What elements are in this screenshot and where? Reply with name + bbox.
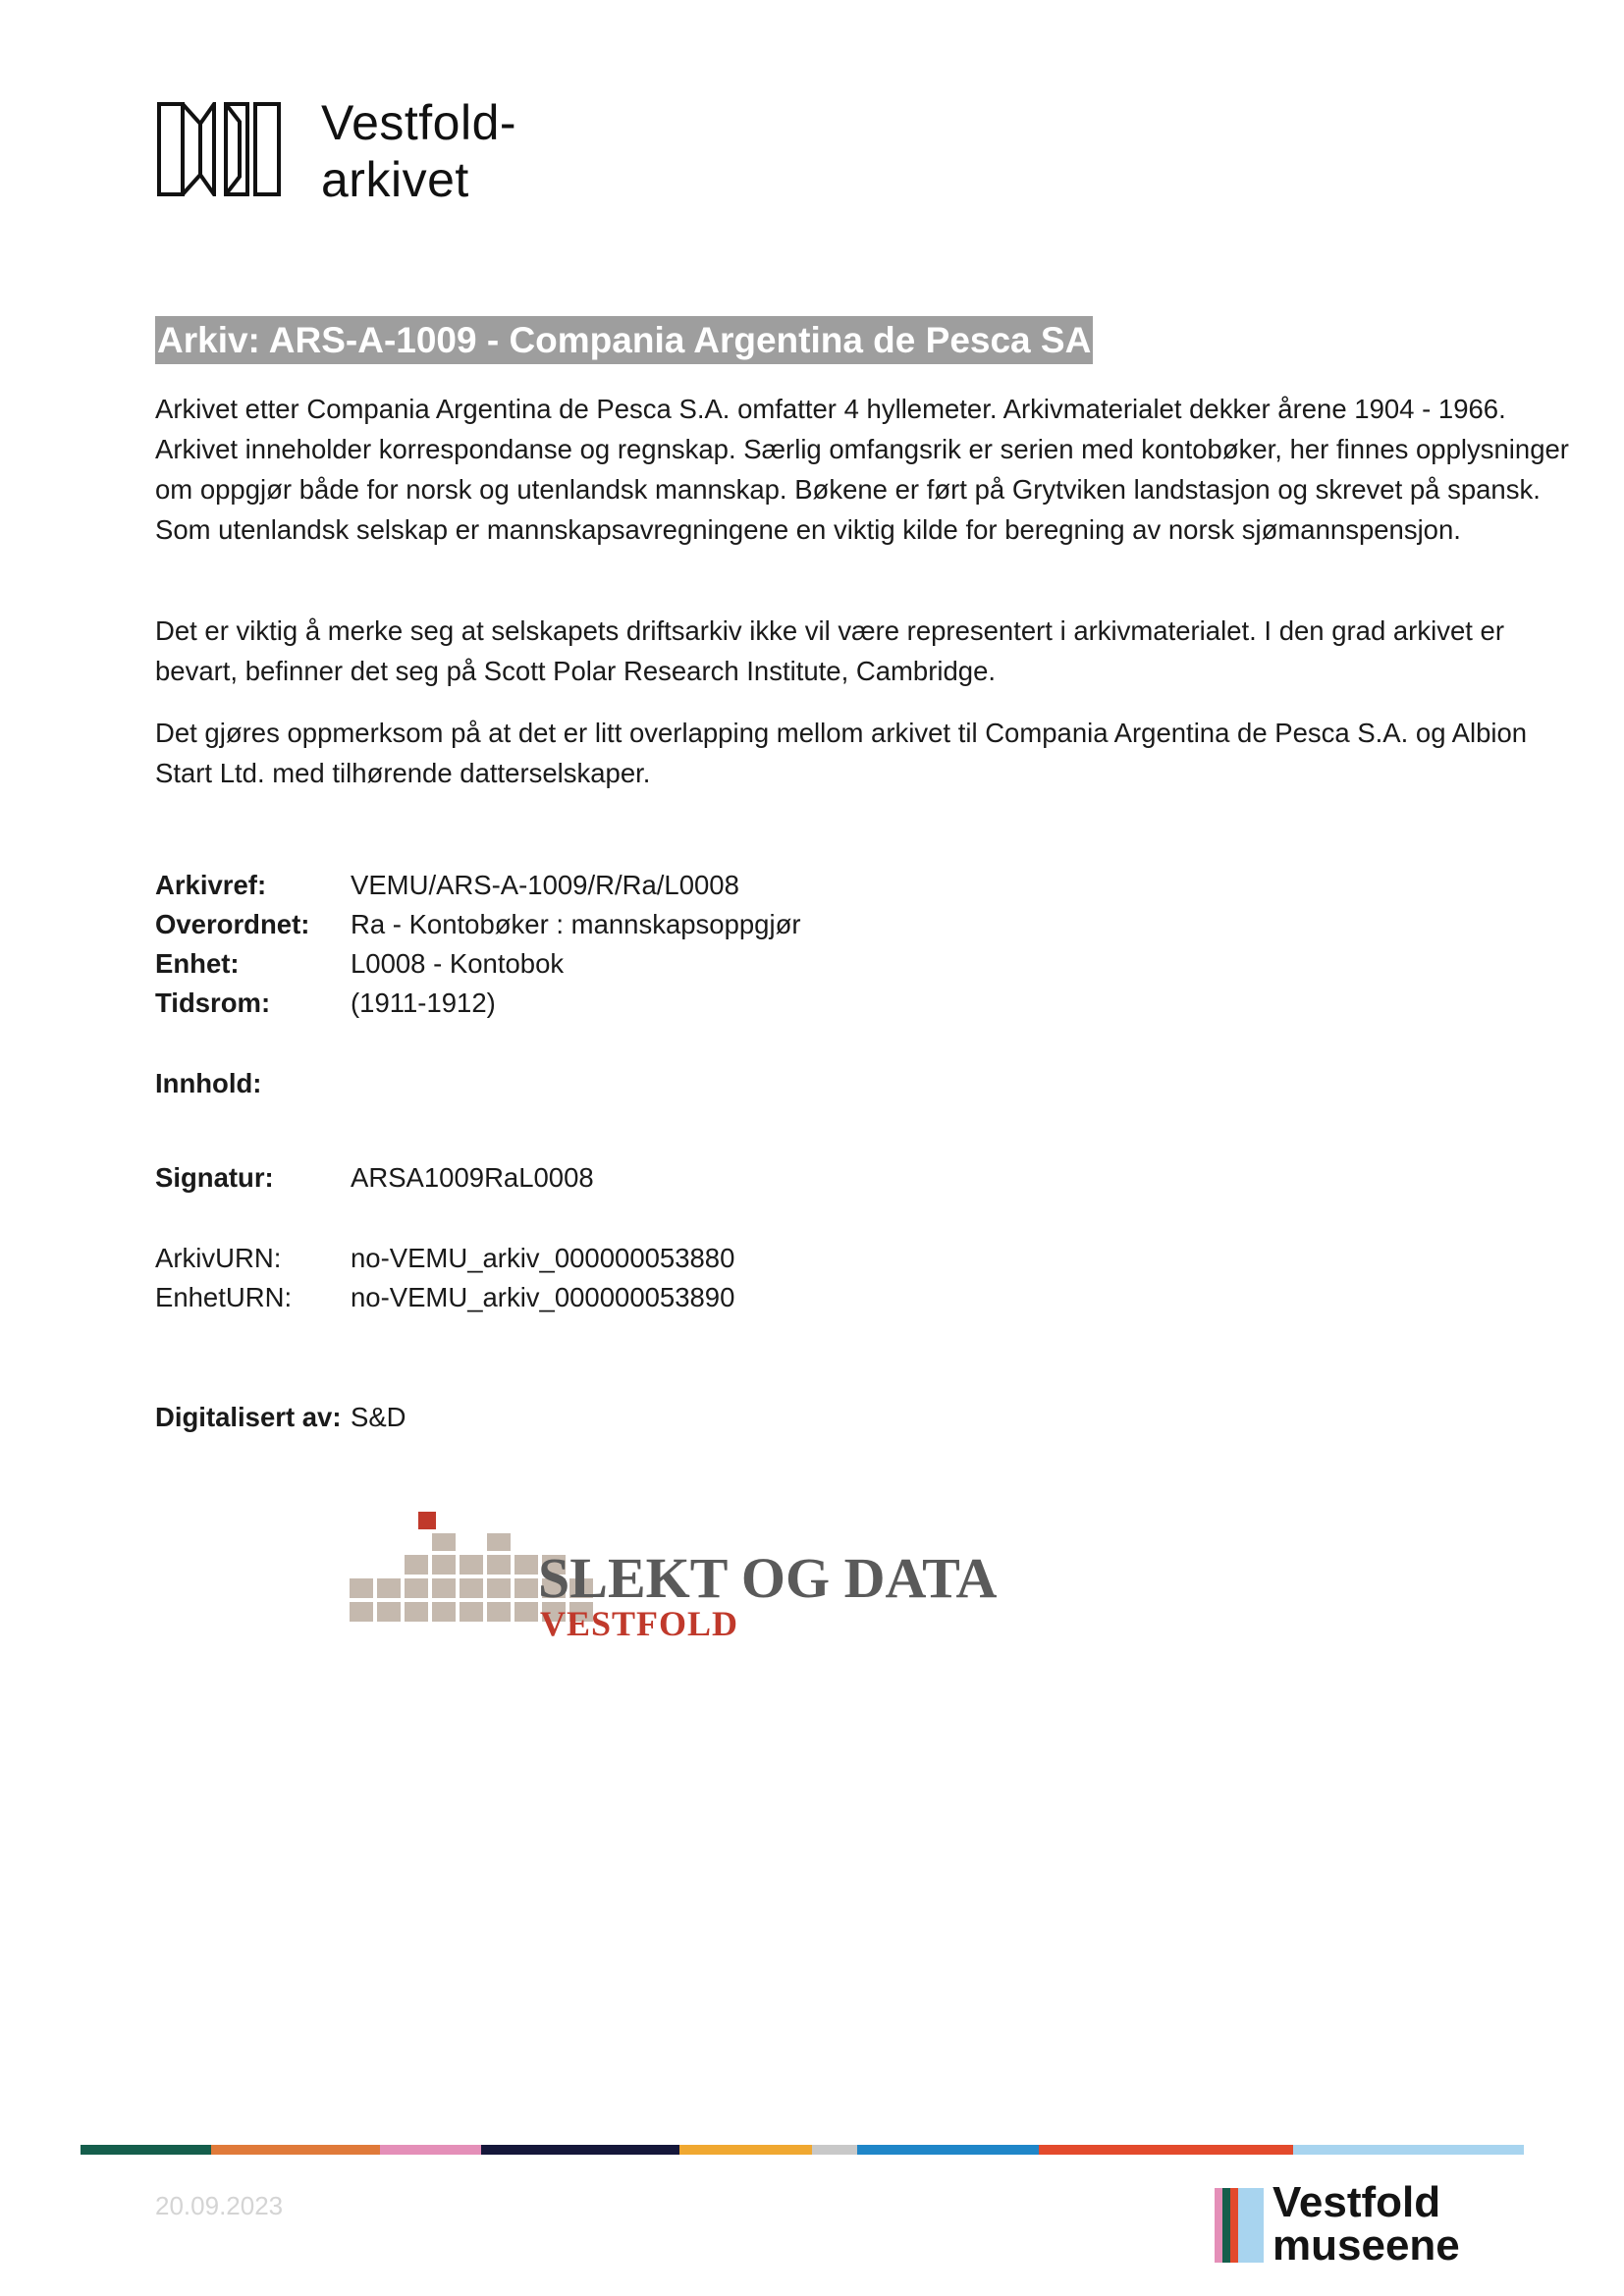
field-label: EnhetURN: (155, 1282, 293, 1312)
field-label: Overordnet: (155, 909, 310, 939)
field-label: Digitalisert av: (155, 1402, 342, 1432)
stripe-segment (679, 2145, 812, 2155)
footer-color-stripe (81, 2145, 1524, 2155)
vestfoldmuseene-logo-text (1272, 2178, 1460, 2269)
stripe-segment (857, 2145, 1039, 2155)
description-paragraph: Det gjøres oppmerksom på at det er litt overlapping mellom arkivet til Compania Argentina de Pesca S.A. og Albion Start Ltd. med tilhørende datterselskaper. (155, 718, 1528, 788)
stripe-segment (1039, 2145, 1293, 2155)
field-value: Ra - Kontobøker : mannskapsoppgjør (351, 909, 801, 939)
field-value: L0008 - Kontobok (351, 948, 565, 979)
field-label: ArkivURN: (155, 1243, 282, 1273)
footer-logo-line-2: museene (1272, 2221, 1460, 2269)
slekt-og-data-title: SLEKT OG DATA (538, 1546, 998, 1610)
field-label: Tidsrom: (155, 988, 271, 1018)
field-value: no-VEMU_arkiv_000000053880 (351, 1243, 735, 1273)
stripe-segment (481, 2145, 679, 2155)
field-value: (1911-1912) (351, 988, 496, 1018)
vestfoldmuseene-logo-icon (1215, 2188, 1264, 2263)
logo-line-1: Vestfold- (321, 95, 517, 150)
field-label: Signatur: (155, 1162, 274, 1193)
stripe-segment (1293, 2145, 1524, 2155)
field-label: Enhet: (155, 948, 240, 979)
field-value: no-VEMU_arkiv_000000053890 (351, 1282, 735, 1312)
logo-line-2: arkivet (321, 152, 469, 207)
stripe-segment (380, 2145, 481, 2155)
vestfoldarkivet-logo-icon (157, 102, 281, 196)
vestfoldarkivet-logo-text (321, 94, 516, 208)
slekt-og-data-subtitle: VESTFOLD (540, 1604, 739, 1643)
field-value: ARSA1009RaL0008 (351, 1162, 594, 1193)
field-value: VEMU/ARS-A-1009/R/Ra/L0008 (351, 870, 739, 900)
stripe-segment (81, 2145, 211, 2155)
stripe-segment (812, 2145, 857, 2155)
description-paragraph: Det er viktig å merke seg at selskapets driftsarkiv ikke vil være representert i arkivmaterialet. I den grad arkivet er bevart, befinner det seg på Scott Polar Research Institute, Cambridge. (155, 615, 1504, 686)
field-value: S&D (351, 1402, 406, 1432)
field-label: Arkivref: (155, 870, 267, 900)
field-label: Innhold: (155, 1068, 262, 1098)
footer-logo-line-1: Vestfold (1272, 2178, 1441, 2226)
description-paragraph: Arkivet etter Compania Argentina de Pesca S.A. omfatter 4 hyllemeter. Arkivmaterialet dekker årene 1904 - 1966. Arkivet inneholder korrespondanse og regnskap. Særlig omfangsrik er serien med kontobøker, her finnes opplysninger om oppgjør både for norsk og utenlandsk mannskap. Bøkene er ført på Grytviken landstasjon og skrevet på spansk. Som utenlandsk selskap er mannskapsavregningene en viktig kilde for beregning av norsk sjømannspensjon. (155, 394, 1569, 545)
footer-date: 20.09.2023 (155, 2191, 284, 2220)
stripe-segment (211, 2145, 380, 2155)
archive-title: Arkiv: ARS-A-1009 - Compania Argentina de Pesca SA (155, 316, 1093, 364)
